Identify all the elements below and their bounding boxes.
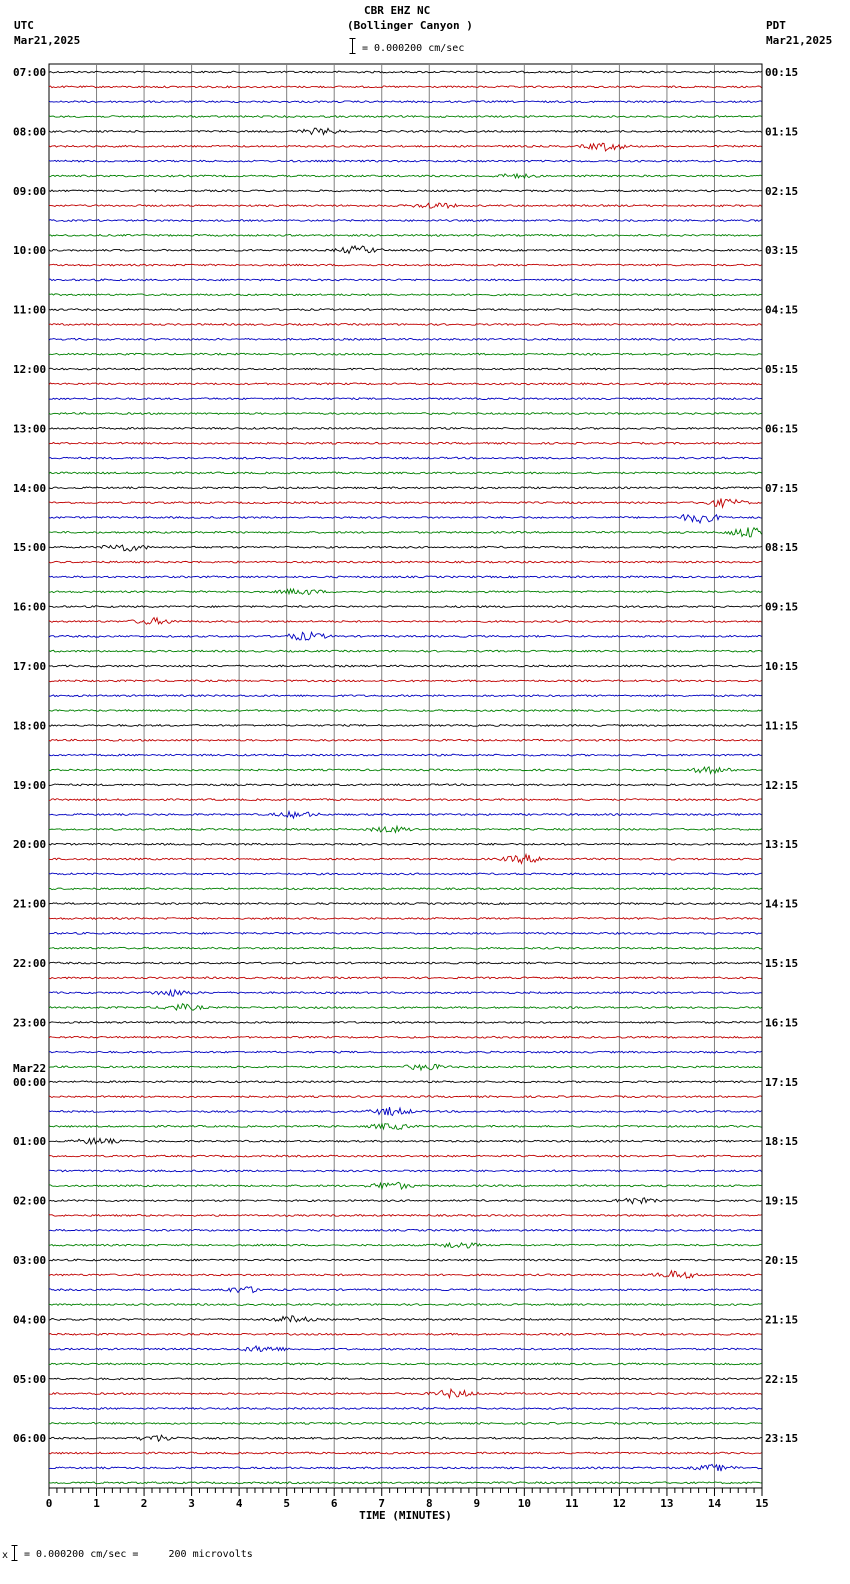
seismic-trace (49, 428, 762, 430)
seismic-trace (49, 1287, 762, 1293)
seismic-trace (49, 143, 762, 151)
utc-hour-label: 03:00 (13, 1254, 47, 1267)
pdt-hour-label: 00:15 (765, 66, 799, 79)
seismic-trace (49, 190, 762, 192)
seismic-trace (49, 1243, 762, 1248)
x-tick-label: 12 (612, 1497, 627, 1510)
x-tick-label: 14 (707, 1497, 722, 1510)
seismic-trace (49, 1215, 762, 1217)
pdt-hour-label: 10:15 (765, 660, 799, 673)
seismic-trace (49, 918, 762, 920)
seismic-trace (49, 338, 762, 340)
right-timezone: PDT (766, 19, 786, 32)
seismic-trace (49, 767, 762, 774)
seismic-trace (49, 784, 762, 786)
pdt-hour-label: 22:15 (765, 1372, 799, 1386)
seismic-trace (49, 1271, 762, 1278)
seismic-trace (49, 632, 762, 640)
seismic-trace (49, 442, 762, 444)
pdt-hour-label: 07:15 (765, 481, 799, 495)
seismic-trace (49, 826, 762, 832)
pdt-hour-label: 15:15 (765, 957, 799, 970)
seismic-trace (49, 977, 762, 979)
x-tick-label: 13 (660, 1497, 674, 1510)
seismic-trace (49, 695, 762, 697)
station-name: (Bollinger Canyon ) (347, 19, 473, 32)
pdt-hour-label: 18:15 (765, 1135, 799, 1149)
utc-hour-label: 01:00 (13, 1135, 47, 1149)
seismic-trace (49, 353, 762, 355)
seismic-trace (49, 1229, 762, 1231)
seismic-trace (49, 264, 762, 266)
seismic-trace (49, 650, 762, 652)
seismic-trace (49, 1259, 762, 1261)
seismic-trace (49, 1138, 762, 1144)
seismic-trace (49, 86, 762, 88)
seismic-trace (49, 561, 762, 563)
seismic-trace (49, 220, 762, 222)
seismic-trace (49, 128, 762, 134)
seismic-trace (49, 545, 762, 551)
seismic-trace (49, 618, 762, 625)
seismic-trace (49, 990, 762, 996)
utc-hour-label: 04:00 (13, 1313, 47, 1327)
footer-scale-text: = 0.000200 cm/sec = 200 microvolts (24, 1549, 253, 1560)
utc-hour-label: 09:00 (13, 184, 47, 198)
utc-hour-label: 15:00 (13, 541, 47, 555)
pdt-hour-label: 20:15 (765, 1254, 799, 1267)
left-date: Mar21,2025 (14, 34, 81, 47)
station-title: CBR EHZ NC (364, 4, 431, 17)
seismic-trace (49, 1004, 762, 1011)
pdt-hour-label: 05:15 (765, 363, 799, 376)
x-tick-label: 8 (425, 1497, 433, 1510)
seismic-trace (49, 527, 762, 536)
pdt-hour-label: 13:15 (765, 838, 799, 852)
seismic-trace (49, 324, 762, 326)
utc-hour-label: 08:00 (13, 125, 47, 139)
utc-hour-label: 00:00 (13, 1075, 47, 1089)
scale-text: = 0.000200 cm/sec (362, 43, 465, 54)
footer-scale-icon (11, 1545, 18, 1561)
seismic-trace (49, 1182, 762, 1189)
seismic-trace (49, 1124, 762, 1130)
footer-mark: x (2, 1550, 9, 1561)
seismic-trace (49, 71, 762, 73)
seismic-trace (49, 1096, 762, 1098)
seismic-trace (49, 725, 762, 727)
x-tick-label: 1 (93, 1497, 100, 1510)
seismic-trace (49, 932, 762, 934)
seismic-trace (49, 203, 762, 208)
seismic-trace (49, 1482, 762, 1484)
seismic-trace (49, 515, 762, 523)
seismic-trace (49, 294, 762, 296)
seismic-trace (49, 174, 762, 178)
seismic-trace (49, 1170, 762, 1172)
seismic-trace (49, 1064, 762, 1070)
seismic-trace (49, 487, 762, 489)
seismic-trace (49, 1155, 762, 1157)
right-date: Mar21,2025 (766, 34, 833, 47)
x-tick-label: 0 (45, 1497, 53, 1510)
seismic-trace (49, 1304, 762, 1306)
seismic-trace (49, 843, 762, 845)
date-change-label: Mar22 (13, 1061, 47, 1075)
pdt-hour-label: 21:15 (765, 1313, 799, 1327)
seismic-trace (49, 1107, 762, 1115)
pdt-hour-label: 19:15 (765, 1194, 799, 1208)
x-tick-label: 6 (330, 1497, 338, 1510)
utc-hour-label: 19:00 (13, 778, 47, 792)
seismic-trace (49, 457, 762, 459)
seismic-trace (49, 739, 762, 741)
utc-hour-label: 22:00 (13, 957, 47, 970)
utc-hour-label: 12:00 (13, 363, 47, 376)
seismic-trace (49, 665, 762, 667)
seismic-trace (49, 888, 762, 890)
seismic-trace (49, 498, 762, 507)
x-axis-label: TIME (MINUTES) (359, 1509, 452, 1522)
utc-hour-label: 21:00 (13, 897, 47, 911)
seismic-trace (49, 1464, 762, 1471)
pdt-hour-label: 02:15 (765, 184, 799, 198)
utc-hour-label: 05:00 (13, 1372, 47, 1386)
seismic-trace (49, 589, 762, 595)
seismic-trace (49, 101, 762, 103)
utc-hour-label: 20:00 (13, 838, 47, 852)
x-tick-label: 7 (378, 1497, 386, 1510)
seismic-trace (49, 1389, 762, 1397)
seismic-trace (49, 754, 762, 756)
seismic-trace (49, 1378, 762, 1380)
seismic-trace (49, 1022, 762, 1024)
seismic-trace (49, 903, 762, 905)
pdt-hour-label: 14:15 (765, 897, 799, 911)
seismic-trace (49, 873, 762, 875)
seismic-trace (49, 1036, 762, 1038)
utc-hour-label: 16:00 (13, 600, 47, 614)
seismic-trace (49, 246, 762, 253)
utc-hour-label: 23:00 (13, 1016, 47, 1030)
seismic-trace (49, 1346, 762, 1352)
seismic-trace (49, 854, 762, 863)
left-timezone: UTC (14, 19, 34, 32)
seismic-trace (49, 116, 762, 118)
seismic-trace (49, 1333, 762, 1335)
x-tick-label: 9 (473, 1497, 481, 1510)
seismic-trace (49, 799, 762, 801)
seismic-trace (49, 1452, 762, 1454)
utc-hour-label: 13:00 (13, 422, 47, 436)
utc-hour-label: 18:00 (13, 719, 47, 733)
utc-hour-label: 14:00 (13, 481, 47, 495)
pdt-hour-label: 23:15 (765, 1432, 799, 1446)
pdt-hour-label: 03:15 (765, 244, 799, 258)
x-tick-label: 4 (235, 1497, 243, 1510)
seismic-trace (49, 279, 762, 281)
utc-hour-label: 02:00 (13, 1194, 47, 1208)
seismic-trace (49, 472, 762, 474)
pdt-hour-label: 16:15 (765, 1016, 799, 1030)
seismic-trace (49, 1051, 762, 1053)
seismic-trace (49, 309, 762, 311)
seismic-trace (49, 1198, 762, 1204)
x-tick-label: 5 (283, 1497, 290, 1510)
seismic-trace (49, 576, 762, 578)
seismic-trace (49, 368, 762, 370)
seismic-trace (49, 680, 762, 682)
seismic-trace (49, 811, 762, 818)
x-tick-label: 10 (517, 1497, 531, 1510)
seismic-trace (49, 710, 762, 712)
seismic-trace (49, 413, 762, 415)
pdt-hour-label: 12:15 (765, 778, 799, 792)
seismic-trace (49, 398, 762, 400)
utc-hour-label: 06:00 (13, 1432, 47, 1446)
pdt-hour-label: 04:15 (765, 303, 799, 317)
seismic-trace (49, 1363, 762, 1365)
seismic-trace (49, 606, 762, 608)
utc-hour-label: 17:00 (13, 660, 47, 673)
pdt-hour-label: 01:15 (765, 125, 799, 139)
x-tick-label: 2 (140, 1497, 148, 1510)
seismic-trace (49, 160, 762, 162)
utc-hour-label: 11:00 (13, 303, 47, 317)
pdt-hour-label: 17:15 (765, 1075, 799, 1089)
seismic-trace (49, 1435, 762, 1441)
seismic-trace (49, 1422, 762, 1424)
seismic-trace (49, 1081, 762, 1083)
utc-hour-label: 10:00 (13, 244, 47, 258)
pdt-hour-label: 11:15 (765, 719, 799, 733)
seismic-trace (49, 962, 762, 964)
utc-hour-label: 07:00 (13, 66, 47, 79)
x-tick-label: 3 (188, 1497, 195, 1510)
pdt-hour-label: 06:15 (765, 422, 799, 436)
pdt-hour-label: 09:15 (765, 600, 799, 614)
seismic-trace (49, 1408, 762, 1410)
seismic-trace (49, 234, 762, 236)
seismic-trace (49, 383, 762, 385)
seismic-trace (49, 947, 762, 949)
pdt-hour-label: 08:15 (765, 541, 799, 555)
x-tick-label: 15 (755, 1497, 769, 1510)
seismic-trace (49, 1316, 762, 1322)
x-tick-label: 11 (565, 1497, 579, 1510)
